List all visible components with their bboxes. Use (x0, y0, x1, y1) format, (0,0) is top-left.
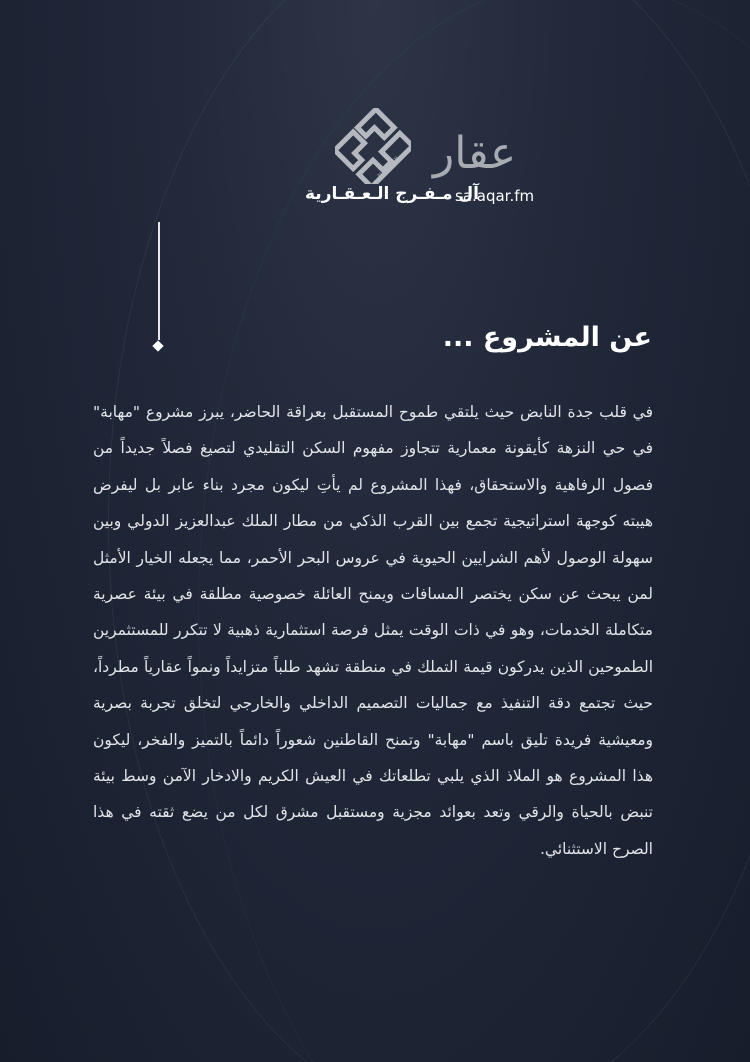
project-description: في قلب جدة النابض حيث يلتقي طموح المستقبل بعراقة الحاضر، يبرز مشروع "مهابة" في حي النزهة كأيقونة معمارية تتجاوز مفهوم السكن التقليدي لتصيغ فصلاً جديداً من فصول الرفاهية والاستحقاق، فهذا المشروع لم يأتِ ليكون مجرد بناء عابر بل ليفرض هيبته كوجهة استراتيجية تجمع بين القرب الذكي من مطار الملك عبدالعزيز الدولي وبين سهولة الوصول لأهم الشرايين الحيوية في عروس البحر الأحمر، مما يجعله الخيار الأمثل لمن يبحث عن سكن يختصر المسافات ويمنح العائلة خصوصية مطلقة في بيئة عصرية متكاملة الخدمات، وهو في ذات الوقت يمثل فرصة استثمارية ذهبية لا تتكرر للمستثمرين الطموحين الذين يدركون قيمة التملك في منطقة تشهد طلباً متزايداً ونمواً عقارياً مطرداً، حيث تجتمع دقة التنفيذ مع جماليات التصميم الداخلي والخارجي لتخلق تجربة بصرية ومعيشية فريدة تليق باسم "مهابة" وتمنح القاطنين شعوراً دائماً بالتميز والفخر، ليكون هذا المشروع هو الملاذ الذي يلبي تطلعاتك في العيش الكريم والادخار الآمن وسط بيئة تنبض بالحياة والرقي وتعد بعوائد مجزية ومستقبل مشرق لكل من يضع ثقته في هذا الصرح الاستثنائي. (93, 403, 653, 858)
vertical-divider-line (158, 222, 160, 340)
diamond-marker-icon (152, 340, 163, 351)
company-name: آل مـفـرج الـعـقـارية (305, 184, 479, 204)
company-logo (305, 108, 555, 218)
website-domain: sa.aqar.fm (455, 187, 535, 205)
brand-name: عقار (433, 128, 517, 179)
kufic-logo-icon (335, 108, 411, 184)
svg-text:ALMOFREH: ALMOFREH (376, 155, 401, 180)
section-title: عن المشروع ... (442, 322, 652, 353)
